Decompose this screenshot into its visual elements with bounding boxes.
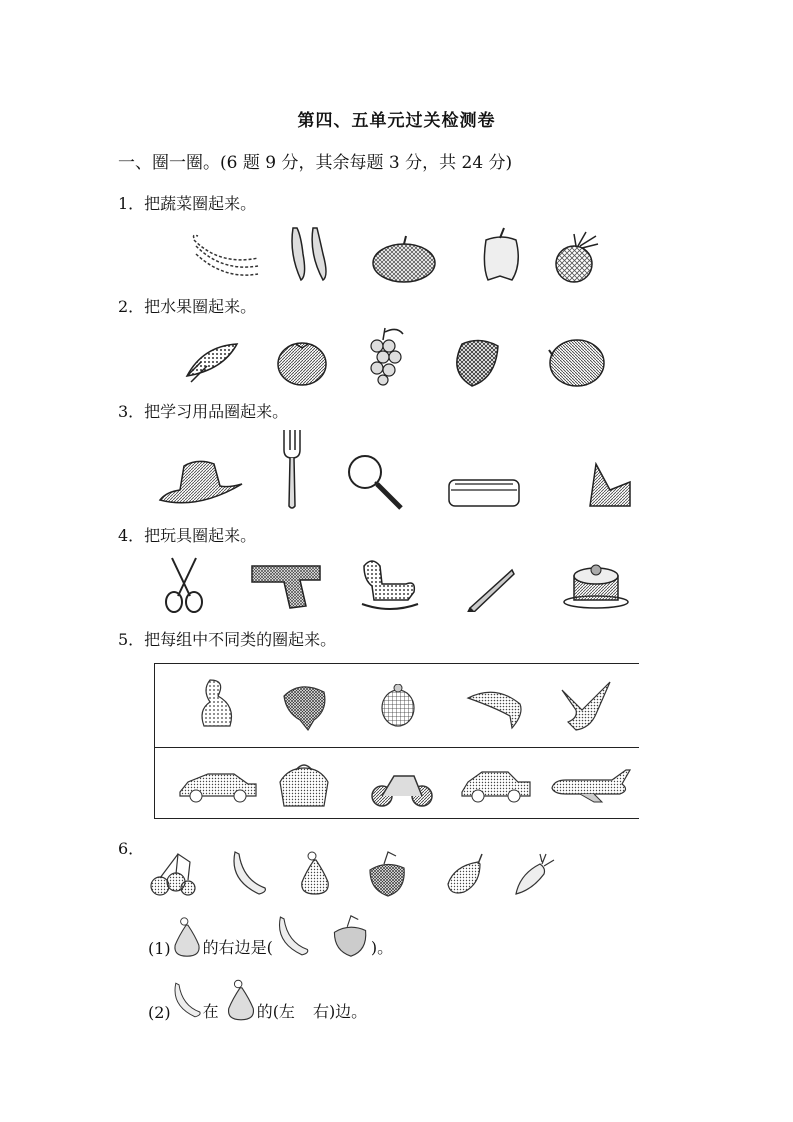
pear-icon	[171, 916, 203, 958]
backpack-icon[interactable]	[276, 762, 332, 808]
cherries-icon[interactable]	[148, 852, 198, 896]
pumpkin-icon[interactable]	[370, 234, 438, 284]
tomato-icon[interactable]	[276, 336, 328, 388]
sub2-mid3: 右)边。	[312, 1002, 368, 1021]
car-icon[interactable]	[178, 768, 258, 804]
set-square-icon[interactable]	[586, 462, 632, 508]
pear-icon	[225, 978, 257, 1022]
question-2-label: 2．把水果圈起来。	[118, 297, 257, 316]
scissors-icon[interactable]	[162, 556, 206, 614]
toy-gun-icon[interactable]	[250, 562, 322, 610]
grapes-bunch-icon[interactable]	[366, 850, 408, 898]
sub2-mid1: 在	[202, 1002, 219, 1021]
turtle-icon[interactable]	[376, 684, 422, 732]
sub1-mid: 的右边是(	[202, 938, 273, 957]
watermelon-icon[interactable]	[545, 336, 607, 388]
sedan-icon[interactable]	[460, 766, 532, 804]
sub2-mid2: 的(左	[256, 1002, 295, 1021]
green-beans-icon[interactable]	[285, 224, 335, 284]
question-6-part-1	[148, 914, 393, 958]
question-1-label: 1．把蔬菜圈起来。	[118, 194, 257, 213]
dolphin-icon[interactable]	[466, 684, 526, 732]
grid-divider	[155, 747, 639, 748]
squirrel-icon[interactable]	[196, 676, 238, 732]
parrot-icon[interactable]	[280, 680, 330, 732]
sub1-prefix: (1)	[148, 939, 171, 958]
question-4-label: 4．把玩具圈起来。	[118, 526, 257, 545]
pencil-case-icon[interactable]	[447, 474, 521, 510]
pineapple-icon[interactable]	[552, 228, 602, 284]
eagle-icon[interactable]	[560, 680, 614, 734]
airplane-icon[interactable]	[550, 768, 632, 804]
pear-icon[interactable]	[298, 850, 332, 896]
question-3-label: 3．把学习用品圈起来。	[118, 402, 289, 421]
section-heading: 一、圈一圈。(6 题 9 分，其余每题 3 分，共 24 分)	[118, 153, 513, 173]
cake-icon[interactable]	[562, 562, 630, 610]
page-title: 第四、五单元过关检测卷	[297, 111, 496, 131]
rocking-horse-icon[interactable]	[358, 556, 420, 612]
carrot-icon[interactable]	[512, 852, 556, 896]
banana-icon[interactable]	[229, 850, 269, 896]
question-5-label: 5．把每组中不同类的圈起来。	[118, 630, 337, 649]
eggplant-icon[interactable]	[444, 852, 486, 896]
bell-pepper-icon[interactable]	[478, 226, 524, 282]
sub1-suffix: )。	[370, 938, 394, 957]
magnifying-glass-icon[interactable]	[345, 452, 405, 512]
grapes-choice-icon[interactable]	[329, 914, 371, 958]
sub2-prefix: (2)	[148, 1003, 171, 1022]
bananas-icon[interactable]	[190, 232, 262, 282]
question-6-part-2	[148, 978, 367, 1022]
strawberry-icon[interactable]	[452, 332, 502, 388]
banana-choice-icon[interactable]	[275, 914, 311, 958]
pencil-icon[interactable]	[466, 566, 516, 612]
hat-icon[interactable]	[158, 458, 244, 508]
question-6-label: 6．	[118, 839, 145, 858]
corn-icon[interactable]	[183, 336, 241, 386]
motorcycle-icon[interactable]	[370, 764, 434, 808]
fork-icon[interactable]	[281, 428, 303, 510]
banana-icon	[171, 978, 203, 1022]
grapes-icon[interactable]	[363, 324, 407, 386]
